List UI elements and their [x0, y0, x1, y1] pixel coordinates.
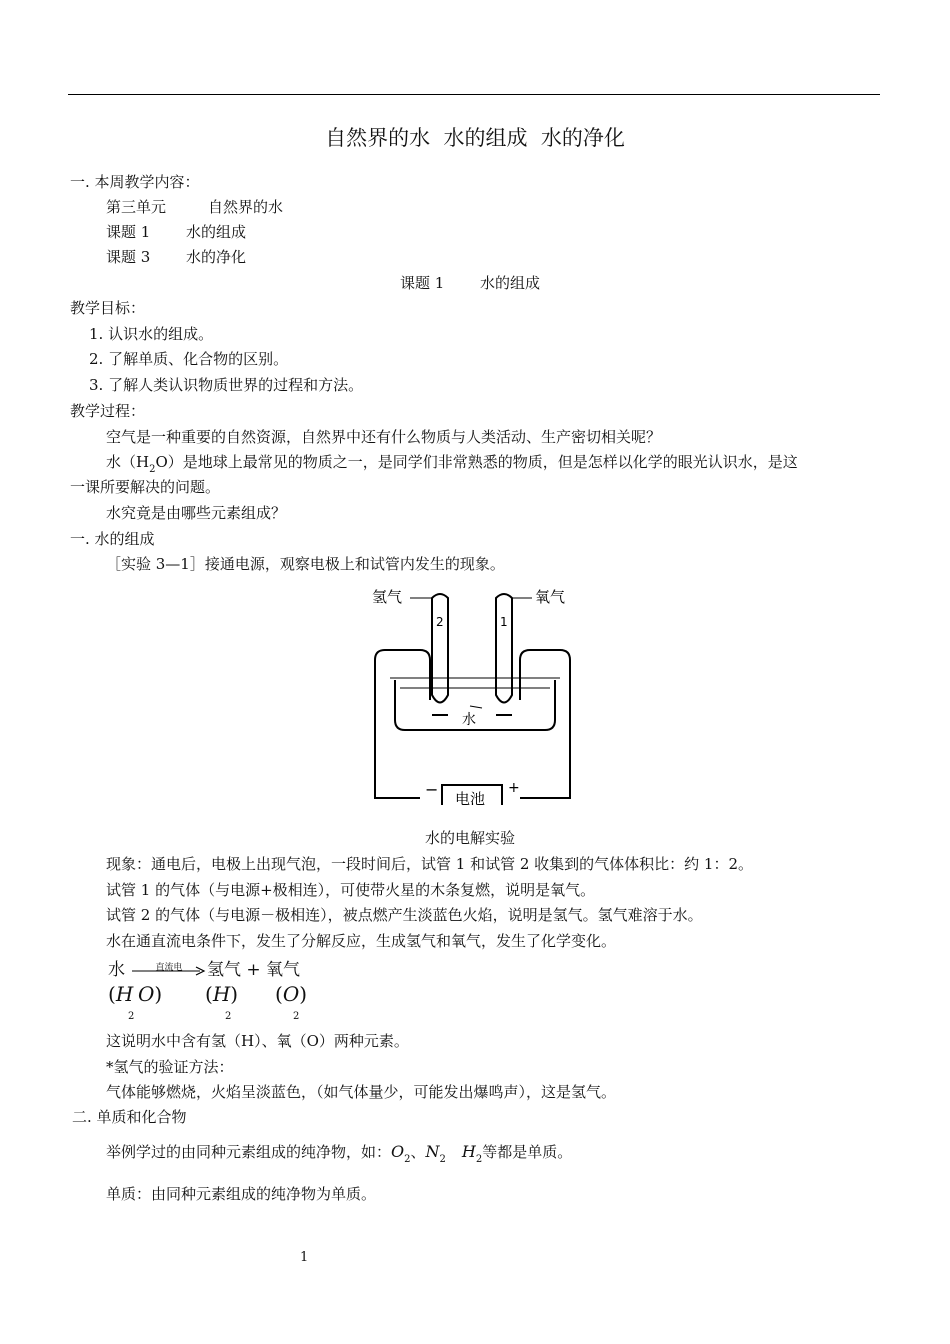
conclusion-text: 水在通直流电条件下，发生了分解反应，生成氢气和氧气，发生了化学变化。 — [106, 932, 617, 950]
example-text: 举例学过的由同种元素组成的纯净物，如：$O_2$、$N_2$ $H_2$等都是单质。 — [106, 1142, 573, 1165]
definition-text: 单质：由同种元素组成的纯净物为单质。 — [106, 1185, 377, 1203]
process-heading: 教学过程： — [70, 402, 146, 420]
unit-label: 课题 3 — [106, 248, 151, 266]
paragraph: 水究竟是由哪些元素组成？ — [106, 504, 287, 522]
plus-terminal: + — [508, 780, 520, 796]
paragraph: 空气是一种重要的自然资源，自然界中还有什么物质与人类活动、生产密切相关呢？ — [106, 428, 662, 446]
equation-products: 氢气 + 氧气 — [207, 960, 301, 980]
verify-heading: *氢气的验证方法： — [106, 1058, 234, 1076]
objective-item: 3. 了解人类认识物质世界的过程和方法。 — [89, 376, 364, 394]
formula-hydrogen-sub: 2 — [225, 1011, 232, 1022]
diagram-caption: 水的电解实验 — [425, 829, 516, 847]
unit-name: 水的净化 — [186, 248, 247, 266]
objective-item: 1. 认识水的组成。 — [89, 325, 214, 343]
formula-oxygen-sub: 2 — [293, 1011, 300, 1022]
section-heading: 一. 本周教学内容： — [70, 173, 200, 191]
formula-hydrogen: (H) — [205, 982, 239, 1006]
battery-label: 电池 — [455, 790, 486, 805]
objectives-heading: 教学目标： — [70, 299, 146, 317]
objective-item: 2. 了解单质、化合物的区别。 — [89, 350, 289, 368]
paragraph-continuation: 一课所要解决的问题。 — [70, 478, 221, 496]
tube-1-text: 试管 1 的气体（与电源+极相连），可使带火星的木条复燃，说明是氧气。 — [106, 881, 596, 899]
verify-text: 气体能够燃烧，火焰呈淡蓝色，（如气体量少，可能发出爆鸣声），这是氢气。 — [106, 1083, 617, 1101]
minus-terminal: − — [425, 780, 439, 799]
electrolysis-diagram — [370, 580, 580, 805]
phenomenon-text: 现象：通电后，电极上出现气泡，一段时间后，试管 1 和试管 2 收集到的气体体积比：约 1：2。 — [106, 855, 754, 873]
water-label: 水 — [462, 712, 476, 728]
unit-label: 课题 1 — [106, 223, 151, 241]
formula-water: (H — [108, 982, 134, 1006]
lesson-name: 水的组成 — [480, 274, 541, 292]
composition-heading: 一. 水的组成 — [70, 530, 155, 548]
lesson-label: 课题 1 — [400, 274, 445, 292]
tube-1-label: 1 — [500, 615, 508, 629]
formula-water-o: O) — [138, 982, 163, 1006]
unit-name: 水的组成 — [186, 223, 247, 241]
elements-text: 这说明水中含有氢（H）、氧（O）两种元素。 — [106, 1032, 409, 1050]
page-title: 自然界的水 水的组成 水的净化 — [325, 126, 625, 150]
header-rule — [68, 94, 880, 95]
equation-condition: 直流电 — [155, 963, 183, 973]
tube-2-label: 2 — [436, 615, 444, 629]
page-number: 1 — [300, 1250, 309, 1265]
formula-water-sub: 2 — [128, 1011, 135, 1022]
tube-2-text: 试管 2 的气体（与电源－极相连），被点燃产生淡蓝色火焰，说明是氢气。氢气难溶于水。 — [106, 906, 703, 924]
section2-heading: 二. 单质和化合物 — [72, 1108, 187, 1126]
unit-name: 自然界的水 — [208, 198, 284, 216]
experiment-text: ［实验 3—1］接通电源，观察电极上和试管内发生的现象。 — [106, 555, 505, 573]
equation-reactant: 水 — [108, 960, 125, 980]
hydrogen-label: 氢气 — [372, 588, 403, 606]
formula-oxygen: (O) — [275, 982, 308, 1006]
paragraph: 水$(H_2O)$是地球上最常见的物质之一，是同学们非常熟悉的物质，但是怎样以化学的眼光认识水，是这 — [106, 453, 798, 475]
unit-label: 第三单元 — [106, 198, 167, 216]
oxygen-label: 氧气 — [535, 588, 566, 606]
reaction-arrow-icon — [132, 966, 206, 976]
